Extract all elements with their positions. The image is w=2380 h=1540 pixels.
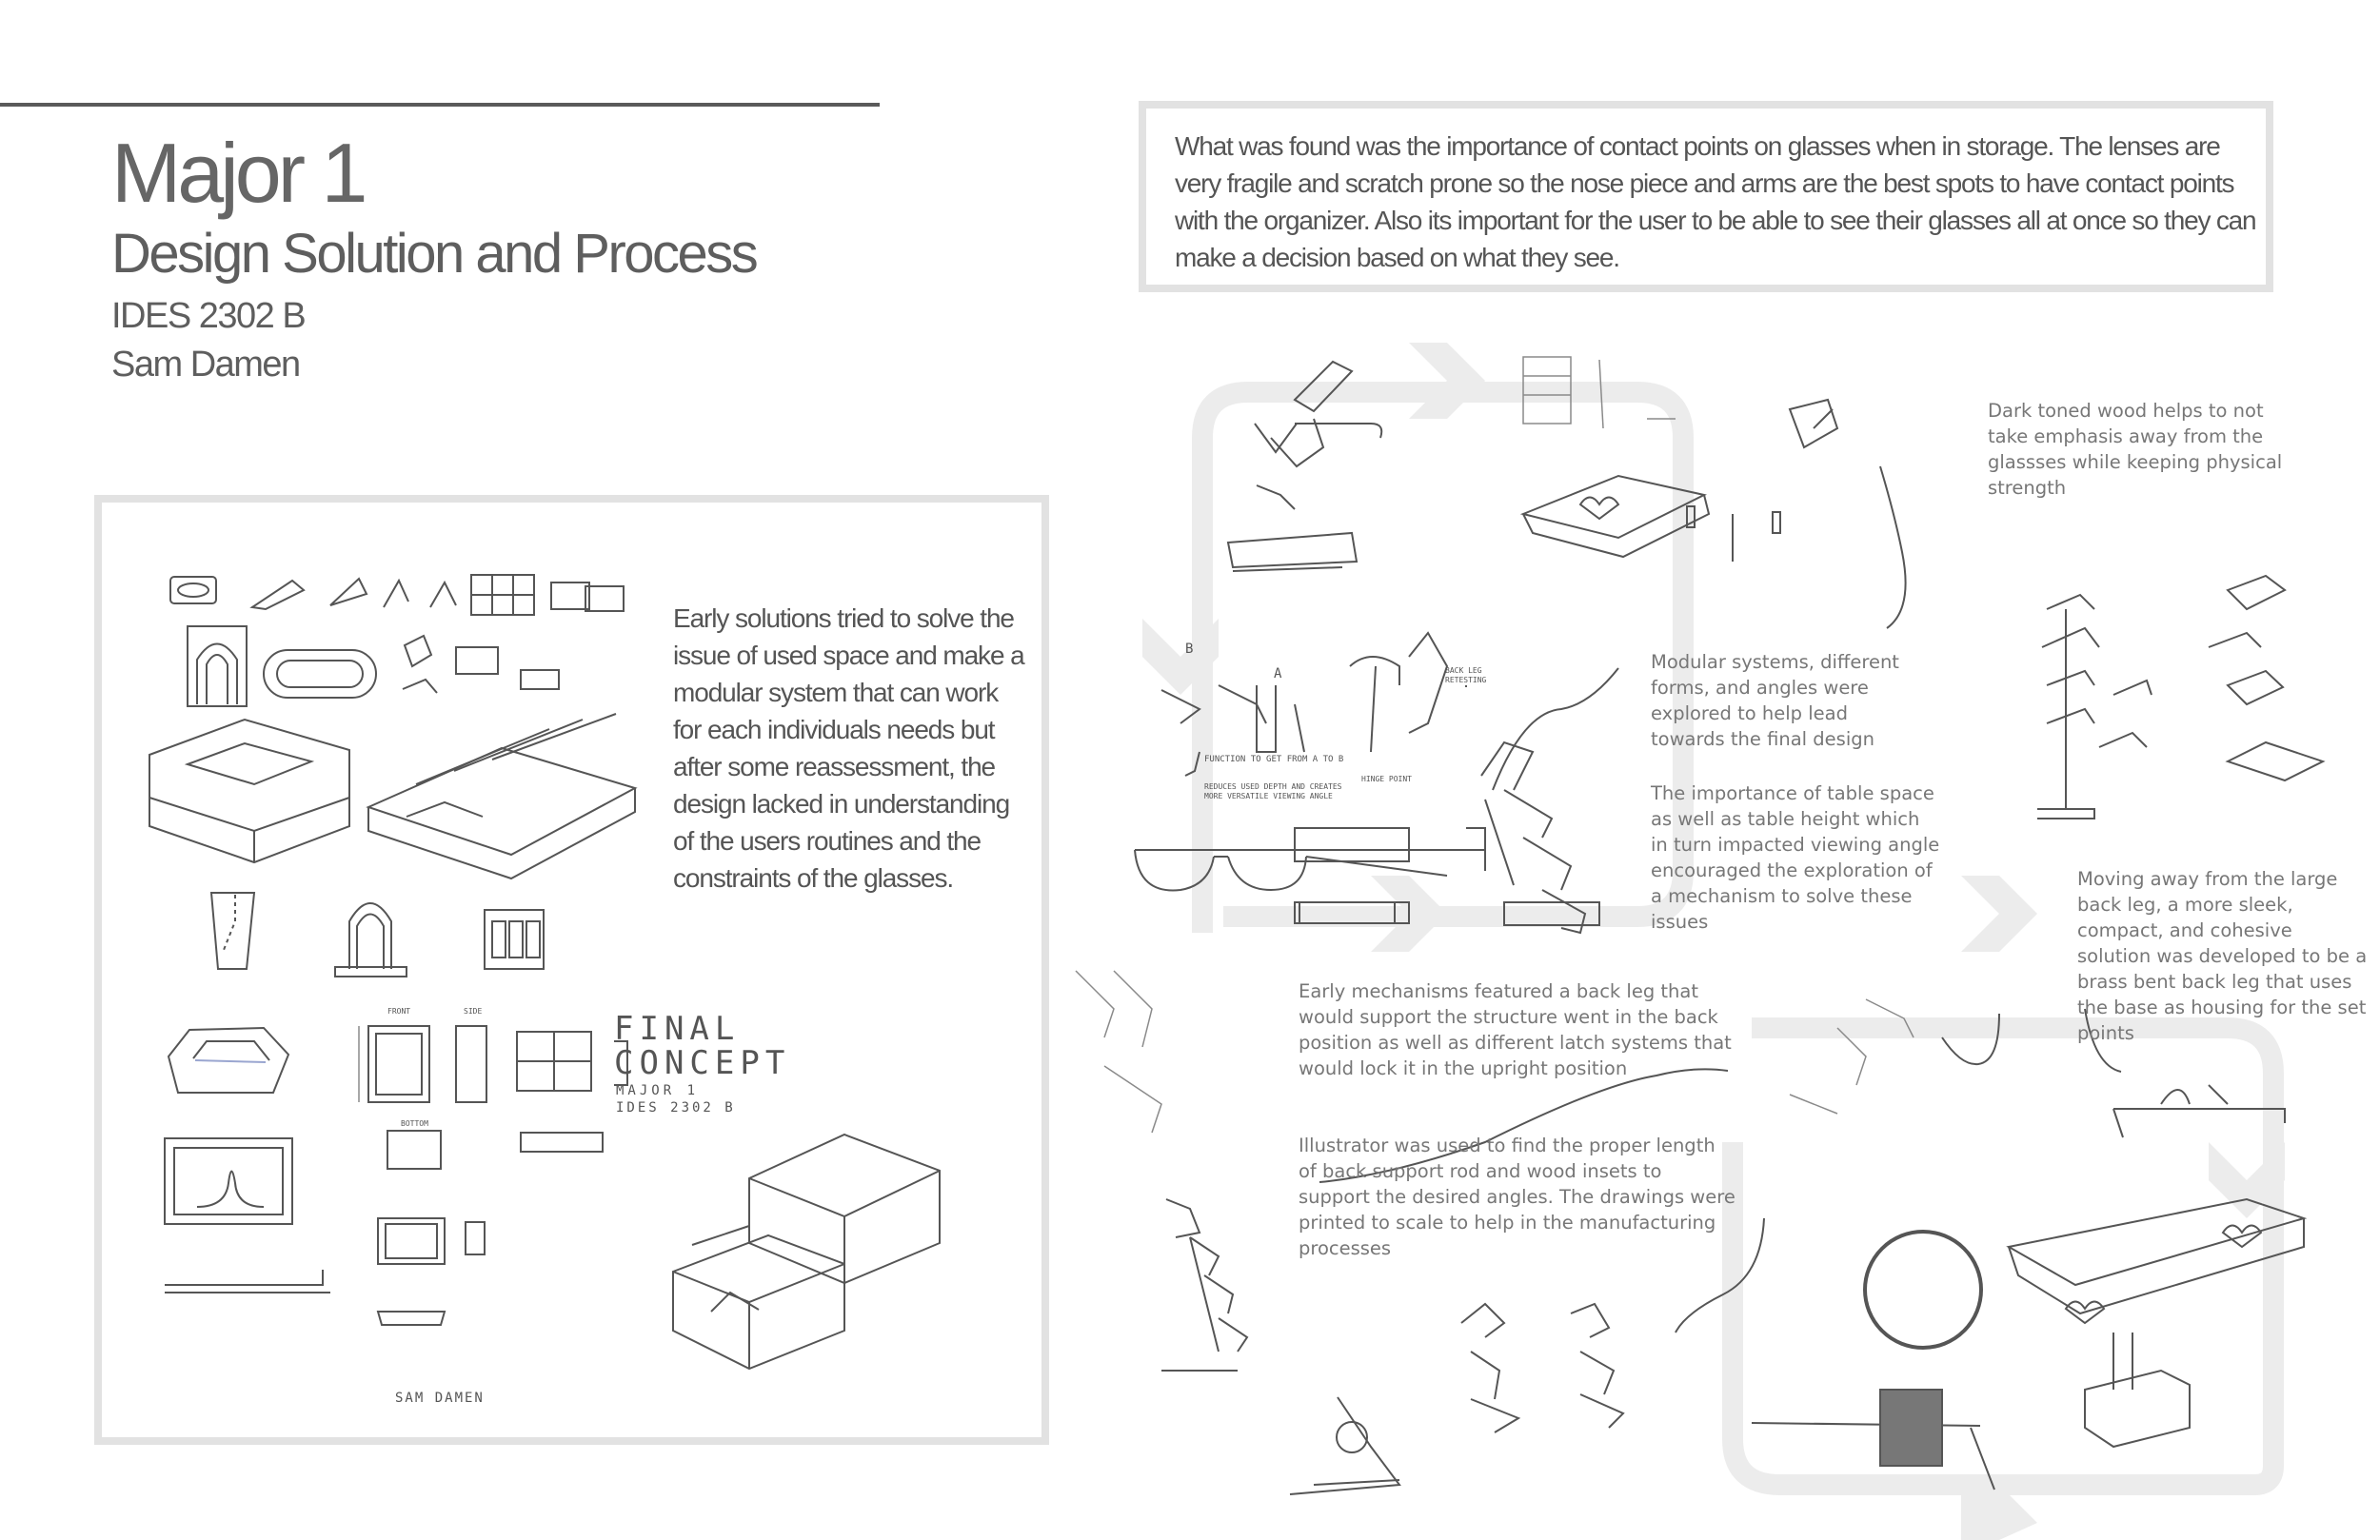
course-code: IDES 2302 B bbox=[111, 296, 306, 336]
label-back-leg: BACK LEG RETESTING bbox=[1445, 666, 1487, 684]
label-b: B bbox=[1185, 642, 1194, 657]
block-sketches bbox=[2209, 576, 2323, 780]
stand-prototype-1 bbox=[1295, 742, 1585, 933]
note-illustrator: Illustrator was used to find the proper length of back support rod and wood insets to support the desired angles. The drawings were printed to scale to help in the manufacturing processes bbox=[1299, 1135, 1735, 1259]
bracket-sketch bbox=[1790, 400, 1837, 447]
final-concept-course: IDES 2302 B bbox=[616, 1100, 736, 1116]
page-title: Major 1 bbox=[111, 126, 365, 220]
label-front: FRONT bbox=[387, 1007, 411, 1016]
note-dark-wood: Dark toned wood helps to not take emphasis away from the glassses while keeping physical strength bbox=[1988, 400, 2283, 499]
note-table-space: The importance of table space as well as table height which in turn impacted viewing angle encouraged the exploration of a mechanism to solve these issues bbox=[1651, 782, 1940, 933]
label-a: A bbox=[1274, 666, 1282, 681]
findings-text: What was found was the importance of contact points on glasses when in storage. The lenses are very fragile and scratch prone so the nose piece and arms are the best spots to have contact points with the organizer. Also its important for the user to be able to see their glasses all at once so they can make a decision based on what they see. bbox=[1175, 131, 2256, 272]
mirror-sketch bbox=[1865, 1232, 1981, 1348]
label-reduces: REDUCES USED DEPTH AND CREATES MORE VERSATILE VIEWING ANGLE bbox=[1204, 782, 1342, 800]
label-bottom: BOTTOM bbox=[401, 1119, 428, 1128]
tree-stand-sketch bbox=[2037, 595, 2152, 819]
label-function: FUNCTION TO GET FROM A TO B bbox=[1204, 755, 1344, 764]
note-modular: Modular systems, different forms, and angles were explored to help lead towards the final design bbox=[1651, 651, 1899, 750]
label-side: SIDE bbox=[464, 1007, 483, 1016]
final-holder-sketch bbox=[2009, 1199, 2304, 1447]
note-moving-away: Moving away from the large back leg, a more sleek, compact, and cohesive solution was developed to be a brass bent back leg that uses the base as housing for the set points bbox=[2077, 868, 2368, 1044]
glasses-sketch bbox=[1135, 828, 1485, 890]
author-name: Sam Damen bbox=[111, 345, 300, 385]
page-subtitle: Design Solution and Process bbox=[111, 223, 757, 285]
early-solutions-text: Early solutions tried to solve the issue of used space and make a modular system that can work for each individuals needs but after some reassessment, the design lacked in understanding of the users routines and the constraints of the glasses. bbox=[673, 603, 1024, 893]
note-early-mechanisms: Early mechanisms featured a back leg that would support the structure went in the back position as well as different latch systems that would lock it in the upright position bbox=[1299, 980, 1732, 1079]
brass-leg-sketch bbox=[2113, 1085, 2285, 1137]
label-hinge: HINGE POINT bbox=[1361, 775, 1412, 783]
holder-sketch-1 bbox=[1523, 476, 1780, 562]
final-concept-label: FINAL CONCEPT bbox=[614, 1010, 791, 1082]
final-concept-major: MAJOR 1 bbox=[616, 1083, 700, 1098]
signature: SAM DAMEN bbox=[395, 1391, 485, 1406]
angle-diagram bbox=[1290, 1397, 1399, 1494]
